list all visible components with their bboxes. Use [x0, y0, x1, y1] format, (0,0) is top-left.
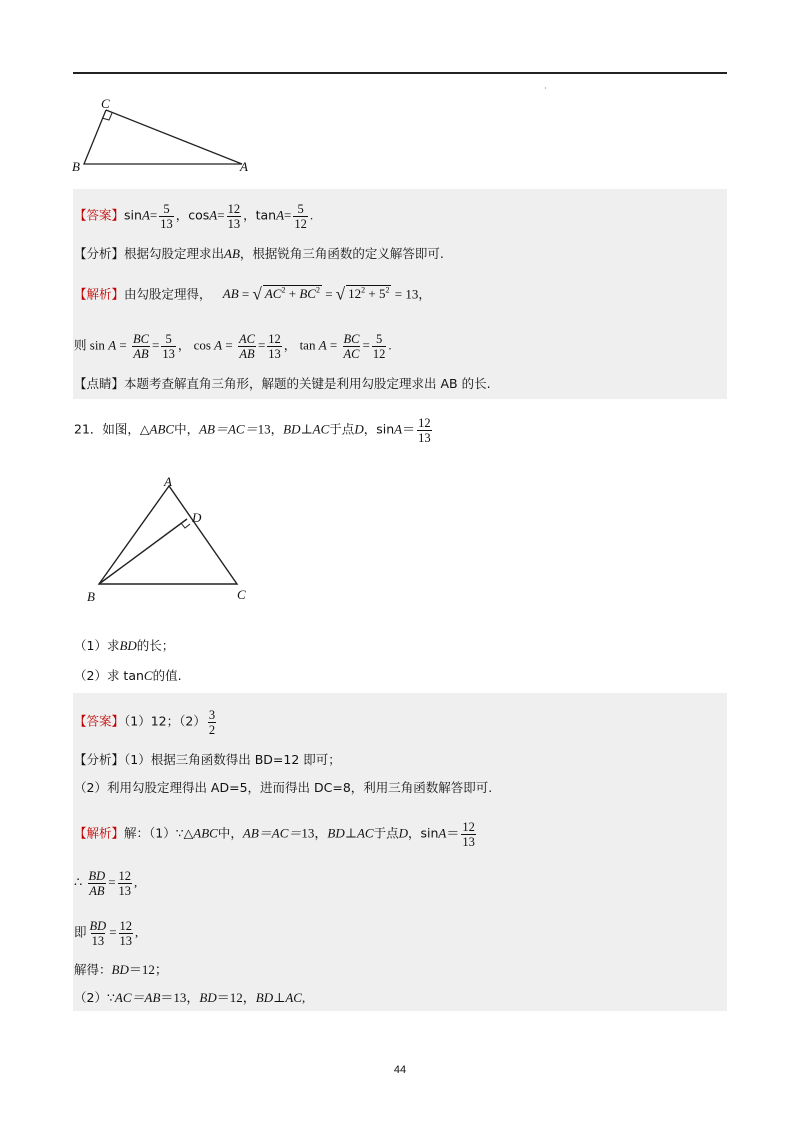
analysis-line-1: 【分析】根据勾股定理求出AB，根据锐角三角函数的定义解答即可.	[74, 246, 444, 261]
analysis-line-2a: 【分析】（1）根据三角函数得出 BD=12 即可；	[74, 752, 341, 767]
ratio-line-1: 则 sin A = $\frac{BC}{AB}$ = $\frac{5}{13}$ ， cos A = $\frac{AC}{AB}$ = $\frac{12}{13}$ ， tan A = $\frac{BC}{AC}$ = $\frac{5}{12}$ .	[74, 332, 392, 361]
answer-line-1: 【答案】sinA= $\frac{5}{13}$ ，cosA= $\frac{12}{13}$ ，tanA= $\frac{5}{12}$ .	[74, 202, 314, 231]
ie-line: 即 $\frac{BD}{13}$ = $\frac{12}{13}$ ,	[74, 919, 139, 948]
question-2: （2）求 tanC的值.	[74, 668, 182, 683]
question-1: （1）求BD的长；	[74, 638, 175, 653]
analysis-line-2b: （2）利用勾股定理得出 AD=5，进而得出 DC=8，利用三角函数解答即可.	[74, 780, 493, 795]
vertex-c-label: C	[101, 96, 110, 111]
part2-line: （2）∵AC＝AB＝13，BD＝12，BD⊥AC,	[74, 990, 306, 1005]
figure-triangle-abc	[80, 472, 260, 607]
solve-line: 解得：BD＝12；	[74, 962, 168, 977]
header-rule	[73, 72, 727, 74]
comment-line-1: 【点睛】本题考查解直角三角形，解题的关键是利用勾股定理求出 AB 的长.	[74, 376, 491, 391]
vertex-b-label: B	[72, 159, 80, 174]
vertex-b-label: B	[87, 589, 95, 604]
header-mark: ·	[544, 84, 547, 93]
page-number: 44	[393, 1064, 407, 1076]
vertex-a-label: A	[240, 159, 248, 174]
solution-line-1: 【解析】由勾股定理得， AB = √ $AC^2 + BC^2$ = √ $12^2 + 5^2 = 13$，	[74, 284, 431, 304]
solution-line-2: 【解析】解：（1）∵△ABC中，AB＝AC＝13，BD⊥AC于点D，sinA＝ $\frac{12}{13}$	[74, 820, 475, 849]
problem-21-statement: 21．如图，△ABC中，AB＝AC＝13，BD⊥AC于点D，sinA＝ $\frac{12}{13}$	[74, 416, 431, 445]
vertex-c-label: C	[237, 587, 246, 602]
figure-right-triangle	[70, 92, 260, 182]
vertex-a-label: A	[164, 474, 172, 489]
therefore-line: ∴ $\frac{BD}{AB}$ = $\frac{12}{13}$ ,	[74, 869, 138, 898]
solution-block-2	[73, 693, 727, 1011]
answer-line-2: 【答案】（1）12；（2） $\frac{3}{2}$	[74, 708, 216, 737]
vertex-d-label: D	[192, 510, 202, 525]
